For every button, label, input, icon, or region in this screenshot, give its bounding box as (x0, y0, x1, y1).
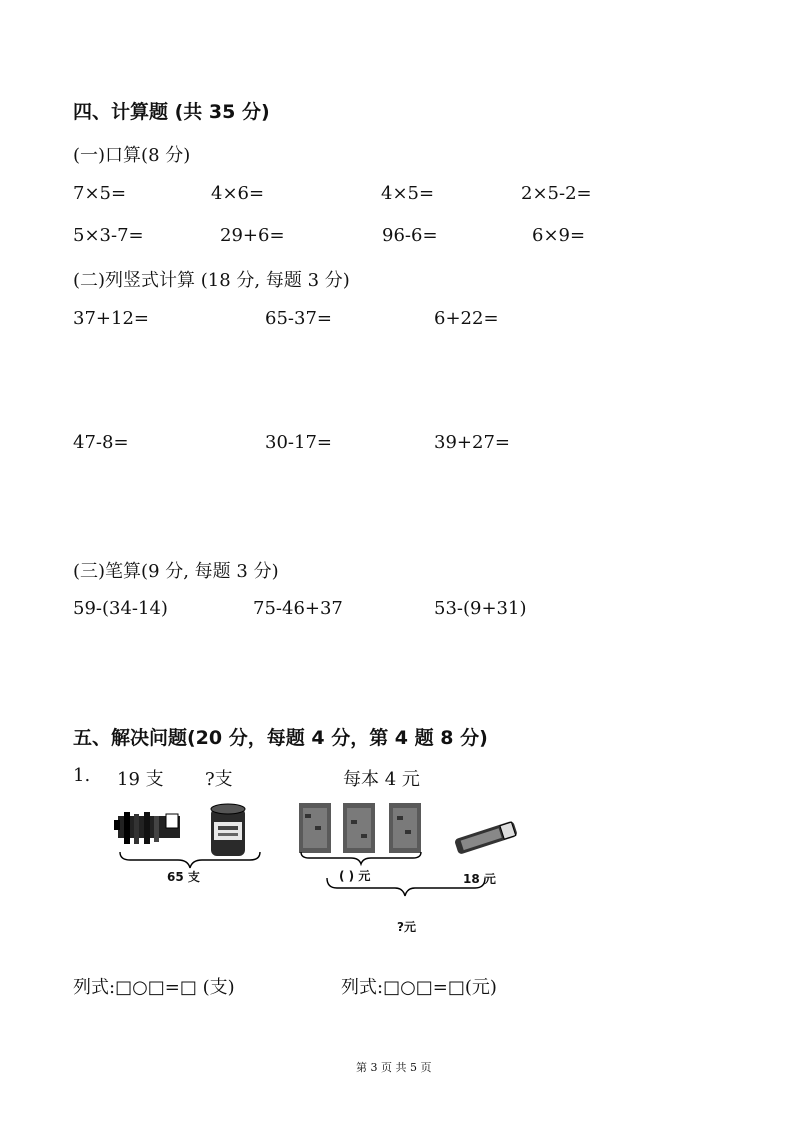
label-18: 18 元 (463, 872, 496, 886)
brace-notebooks (301, 852, 421, 864)
part-3-title: (三)笔算(9 分, 每题 3 分) (73, 561, 279, 582)
question-number: 1. (73, 765, 91, 786)
label-19: 19 支 (117, 769, 164, 790)
label-unknown-pens: ?支 (205, 769, 233, 790)
vertical-problem: 6+22= (434, 308, 499, 329)
oral-problem: 4×6= (211, 183, 265, 204)
written-problem: 59-(34-14) (73, 598, 168, 619)
notebook-image (343, 803, 375, 853)
part-2-title: (二)列竖式计算 (18 分, 每题 3 分) (73, 270, 350, 291)
notebook-image (299, 803, 331, 853)
formula-cost: 列式:□○□=□(元) (341, 977, 497, 998)
oral-problem: 29+6= (220, 225, 285, 246)
section-4-title: 四、计算题 (共 35 分) (73, 101, 270, 123)
vertical-problem: 30-17= (265, 432, 332, 453)
oral-problem: 7×5= (73, 183, 127, 204)
oral-problem: 4×5= (381, 183, 435, 204)
vertical-problem: 39+27= (434, 432, 510, 453)
pen-holder-image (211, 804, 245, 856)
vertical-problem: 47-8= (73, 432, 129, 453)
pen-bundle-image (114, 812, 180, 844)
oral-problem: 96-6= (382, 225, 438, 246)
section-5-title: 五、解决问题(20 分，每题 4 分，第 4 题 8 分) (73, 727, 488, 749)
label-unknown-total: ?元 (397, 920, 416, 934)
oral-problem: 2×5-2= (521, 183, 592, 204)
notebooks-figure (295, 800, 535, 925)
part-1-title: (一)口算(8 分) (73, 145, 191, 166)
label-price-each: 每本 4 元 (343, 769, 420, 790)
label-65-total: 65 支 (167, 870, 200, 884)
written-problem: 53-(9+31) (434, 598, 527, 619)
eraser-image (454, 821, 518, 855)
vertical-problem: 37+12= (73, 308, 149, 329)
written-problem: 75-46+37 (253, 598, 343, 619)
oral-problem: 6×9= (532, 225, 586, 246)
notebook-image (389, 803, 421, 853)
formula-pens: 列式:□○□=□ (支) (73, 977, 235, 998)
label-notebooks-cost: ( ) 元 (339, 869, 371, 883)
vertical-problem: 65-37= (265, 308, 332, 329)
page-footer: 第 3 页 共 5 页 (356, 1061, 432, 1074)
oral-problem: 5×3-7= (73, 225, 144, 246)
